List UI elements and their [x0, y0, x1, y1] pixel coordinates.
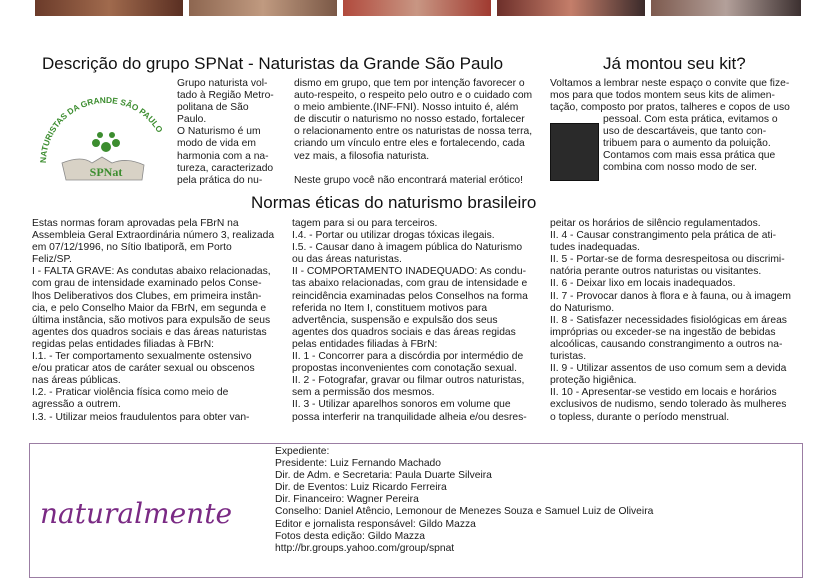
kit-heading: Já montou seu kit?: [603, 54, 746, 73]
brand-naturalmente: naturalmente: [40, 497, 233, 530]
norms-col-3: peitar os horários de silêncio regulamentados. II. 4 - Causar constrangimento pela prática de ati- tudes inadequadas. II. 5 - Portar-se de forma desrespeitosa ou discrimi- natória perante outros naturistas ou visitantes. II. 6 - Deixar lixo em locais inadequados. II. 7 - Provocar danos à flora e à fauna, ou à imagem do Naturismo. II. 8 - Satisfazer necessidades fisiológicas em áreas impróprias ou exceder-se na ingestão de bebidas alcoólicas, causando constrangimento a outros na- turistas. II. 9 - Utilizar assentos de uso comum sem a devida proteção higiênica. II. 10 - Apresentar-se vestido em locais e horários exclusivos de nudismo, sendo tolerado às mulheres o topless, durante o período menstrual.: [550, 218, 791, 423]
photo-2: [189, 0, 337, 16]
group-col-1: Grupo naturista vol- tado à Região Metro- politana de São Paulo. O Naturismo é um modo de vida em harmonia com a na- tureza, caracterizado pela prática do nu-: [177, 78, 274, 186]
norms-heading: Normas éticas do naturismo brasileiro: [251, 193, 537, 212]
kit-photo: [550, 123, 599, 181]
photo-4: [497, 0, 645, 16]
photo-3: [343, 0, 491, 16]
group-col-2: dismo em grupo, que tem por intenção favorecer o auto-respeito, o respeito pelo outro e o cuidado com o meio ambiente.(INF-FNI). Nosso intuito é, além de discutir o naturismo no nosso estado, fortalecer o relacionamento entre os naturistas de nossa terra, criando um vínculo entre eles e fortalecendo, cada vez mais, a filosofia naturista. Neste grupo você não encontrará material erótico!: [294, 78, 533, 186]
expediente-line: Presidente: Luiz Fernando Machado: [275, 458, 441, 470]
expediente-line: Conselho: Daniel Atêncio, Lemonour de Menezes Souza e Samuel Luiz de Oliveira: [275, 506, 654, 518]
expediente-line: Editor e jornalista responsável: Gildo Mazza: [275, 518, 476, 530]
expediente-line: Fotos desta edição: Gildo Mazza: [275, 530, 425, 542]
kit-lines-full: Voltamos a lembrar neste espaço o convite que fize- mos para que todos montem seus kits de alimen- tação, composto por pratos, talheres e copos de uso: [550, 78, 790, 114]
photo-5: [651, 0, 801, 16]
expediente-line: Expediente:: [275, 446, 330, 457]
norms-col-2: tagem para si ou para terceiros. I.4. - Portar ou utilizar drogas tóxicas ilegais. I.5. - Causar dano à imagem pública do Naturismo ou das áreas naturistas. II - COMPORTAMENTO INADEQUADO: As condu- tas abaixo relacionadas, com grau de intensidade e reincidência examinadas pelos Conselhos na forma referida no Item I, constituem motivos para advertência, suspensão e expulsão dos seus agentes dos quadros sociais e das áreas regidas pelas entidades filiadas à FBrN: II. 1 - Concorrer para a discórdia por intermédio de propostas inconvenientes com conotação sexual. II. 2 - Fotografar, gravar ou filmar outros naturistas, sem a permissão dos mesmos. II. 3 - Utilizar aparelhos sonoros em volume que possa interferir na tranquilidade alheia e/ou desres-: [292, 218, 528, 423]
expediente-credits: [275, 446, 653, 555]
norms-col-1: Estas normas foram aprovadas pela FBrN na Assembleia Geral Extraordinária número 3, realizada em 07/12/1996, no Sítio Ibatiporã, em Porto Feliz/SP. I - FALTA GRAVE: As condutas abaixo relacionadas, com grau de intensidade examinado pelos Conse- lhos Deliberativos dos Clubes, em primeira instân- cia, e pelo Conselho Maior da FBrN, em segunda e última instância, são motivos para expulsão de seus agentes dos quadros sociais e das áreas naturistas regidas pelas entidades filiadas à FBrN: I.1. - Ter comportamento sexualmente ostensivo e/ou praticar atos de caráter sexual ou obscenos nas áreas públicas. I.2. - Praticar violência física como meio de agressão a outrem. I.3. - Utilizar meios fraudulentos para obter van-: [32, 218, 275, 423]
expediente-line: Dir. Financeiro: Wagner Pereira: [275, 494, 419, 506]
photo-1: [35, 0, 183, 16]
logo-arc-text: NATURISTAS DA GRANDE SÃO PAULO: [37, 94, 165, 164]
expediente-line: Dir. de Adm. e Secretaria: Paula Duarte Silveira: [275, 470, 492, 482]
photo-strip: [0, 0, 835, 44]
spnat-logo: [32, 85, 180, 190]
logo-mark: SPNat: [89, 165, 123, 179]
kit-lines-wrap: pessoal. Com esta prática, evitamos o uso de descartáveis, que tanto con- tribuem para o aumento da poluição. Contamos com mais essa prática que combina com nosso modo de ser.: [603, 114, 778, 174]
group-heading: Descrição do grupo SPNat - Naturistas da Grande São Paulo: [42, 54, 504, 73]
expediente-line: Dir. de Eventos: Luiz Ricardo Ferreira: [275, 482, 447, 494]
group-url-link[interactable]: http://br.groups.yahoo.com/group/spnat: [275, 542, 455, 554]
svg-text:NATURISTAS DA GRANDE SÃO PAULO: [38, 95, 165, 163]
